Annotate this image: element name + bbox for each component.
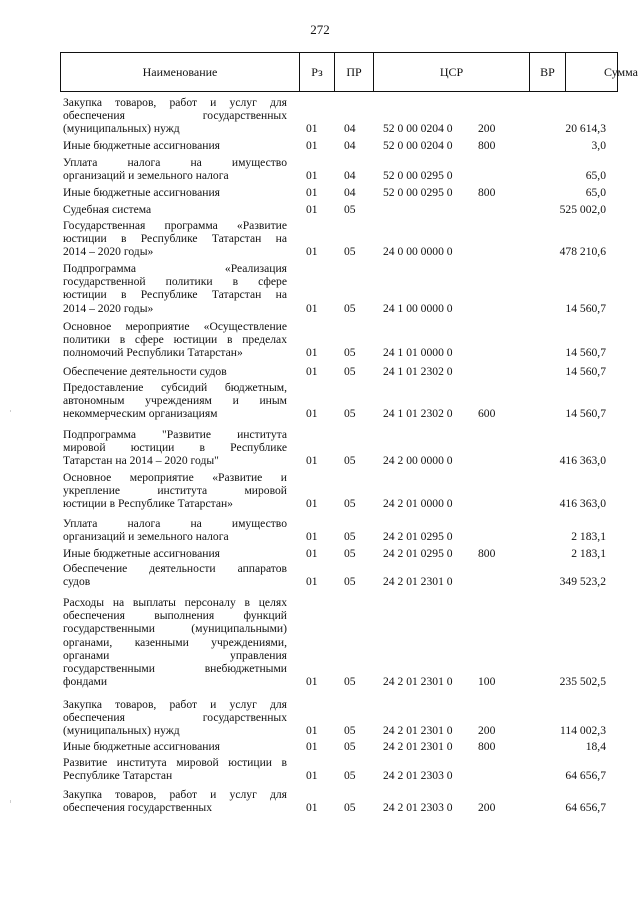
row-name-line: обеспечения государственных (63, 109, 287, 123)
row-name-line: юстиции в Республике Татарстан на (63, 288, 287, 302)
header-sum (566, 53, 638, 91)
row-name-line: обеспечения государственных (63, 711, 287, 725)
table-row (0, 139, 640, 152)
row-name-line: органами управления (63, 648, 287, 662)
row-sum: 235 502,5 (559, 675, 606, 689)
row-rz: 01 (306, 122, 318, 136)
row-name (63, 428, 287, 468)
row-pr: 05 (344, 245, 356, 259)
row-name-line: фондами (63, 675, 108, 689)
header-name: Наименование (61, 53, 300, 91)
row-vr: 800 (478, 740, 496, 753)
row-vr: 200 (478, 724, 496, 738)
row-name-line: Основное мероприятие «Развитие и (63, 471, 287, 484)
row-csr: 24 2 01 2301 0 (383, 740, 453, 753)
row-csr: 24 2 01 2301 0 (383, 675, 453, 689)
row-name-line: Судебная система (63, 203, 152, 216)
row-name-line: судов (63, 575, 91, 589)
table-row (0, 320, 640, 360)
row-csr: 24 2 01 2301 0 (383, 724, 453, 738)
row-name-line: Иные бюджетные ассигнования (63, 186, 220, 199)
margin-mark (10, 410, 11, 412)
row-sum: 114 002,3 (560, 724, 606, 738)
row-pr: 05 (344, 454, 356, 468)
row-sum: 525 002,0 (559, 203, 606, 216)
margin-mark (10, 800, 11, 803)
row-rz: 01 (306, 769, 318, 783)
table-row (0, 756, 640, 782)
row-rz: 01 (306, 454, 318, 468)
row-name-line: Республике Татарстан (63, 769, 173, 783)
row-pr: 04 (344, 186, 356, 199)
table-row (0, 203, 640, 216)
header-vr: ВР (530, 53, 566, 91)
row-rz: 01 (306, 724, 318, 738)
row-vr: 600 (478, 407, 496, 421)
row-name-line: 2014 – 2020 годы» (63, 245, 154, 259)
row-name (63, 756, 287, 782)
row-rz: 01 (306, 801, 318, 815)
row-rz: 01 (306, 169, 318, 183)
row-name (63, 320, 287, 360)
row-name (63, 788, 287, 814)
table-row (0, 740, 640, 753)
row-name-line: Закупка товаров, работ и услуг для (63, 96, 287, 109)
row-name-line: 2014 – 2020 годы» (63, 301, 154, 315)
table-row (0, 698, 640, 738)
row-pr: 05 (344, 575, 356, 589)
row-name-line: Государственная программа «Развитие (63, 219, 287, 232)
row-pr: 05 (344, 530, 356, 544)
row-sum: 64 656,7 (565, 769, 606, 783)
row-pr: 05 (344, 740, 356, 753)
row-name (63, 471, 287, 511)
row-csr: 24 1 01 2302 0 (383, 407, 453, 421)
row-csr: 24 2 01 0000 0 (383, 497, 453, 511)
row-name-line: полномочий Республики Татарстан» (63, 346, 243, 360)
header-rz: Рз (300, 53, 335, 91)
row-csr: 24 2 00 0000 0 (383, 454, 453, 468)
row-vr: 800 (478, 139, 496, 152)
row-rz: 01 (306, 530, 318, 544)
row-name-line: некоммерческим организациям (63, 407, 218, 421)
row-name (63, 262, 287, 315)
row-csr: 24 1 00 0000 0 (383, 301, 453, 315)
row-csr: 24 1 01 0000 0 (383, 346, 453, 360)
row-pr: 05 (344, 203, 356, 216)
row-name-line: Закупка товаров, работ и услуг для (63, 698, 287, 711)
row-name-line: Обеспечение деятельности судов (63, 365, 227, 378)
row-pr: 04 (344, 169, 356, 183)
table-row (0, 788, 640, 814)
row-name-line: Закупка товаров, работ и услуг для (63, 788, 287, 801)
row-sum: 349 523,2 (559, 575, 606, 589)
row-vr: 800 (478, 186, 496, 199)
table-row (0, 517, 640, 543)
header-pr: ПР (335, 53, 374, 91)
row-sum: 478 210,6 (559, 245, 606, 259)
row-name-line: политики в сфере юстиции в пределах (63, 333, 287, 347)
row-vr: 200 (478, 801, 496, 815)
row-name-line: Расходы на выплаты персоналу в целях (63, 596, 287, 609)
row-csr: 24 1 01 2302 0 (383, 365, 453, 378)
row-name-line: организаций и земельного налога (63, 169, 229, 183)
row-csr: 24 2 01 2303 0 (383, 801, 453, 815)
row-name (63, 698, 287, 738)
row-pr: 05 (344, 407, 356, 421)
row-name (63, 139, 287, 152)
row-csr: 52 0 00 0295 0 (383, 186, 453, 199)
row-sum: 14 560,7 (565, 346, 606, 360)
row-vr: 200 (478, 122, 496, 136)
table-row (0, 219, 640, 259)
row-csr: 24 2 01 0295 0 (383, 530, 453, 544)
row-name (63, 219, 287, 259)
table-row (0, 428, 640, 468)
row-sum: 64 656,7 (565, 801, 606, 815)
row-pr: 05 (344, 724, 356, 738)
row-name-line: Уплата налога на имущество (63, 156, 287, 169)
row-name (63, 186, 287, 199)
row-sum: 14 560,7 (565, 365, 606, 378)
row-name-line: (муниципальных) нужд (63, 122, 180, 136)
row-csr: 24 2 01 2301 0 (383, 575, 453, 589)
table-row (0, 96, 640, 136)
row-rz: 01 (306, 301, 318, 315)
row-sum: 416 363,0 (559, 497, 606, 511)
table-row (0, 471, 640, 511)
row-csr: 52 0 00 0204 0 (383, 122, 453, 136)
row-sum: 18,4 (585, 740, 606, 753)
row-name-line: Иные бюджетные ассигнования (63, 139, 220, 152)
row-sum: 14 560,7 (565, 301, 606, 315)
row-pr: 05 (344, 675, 356, 689)
row-rz: 01 (306, 346, 318, 360)
row-name-line: (муниципальных) нужд (63, 724, 180, 738)
row-csr: 24 2 01 0295 0 (383, 547, 453, 560)
table-row (0, 547, 640, 560)
row-pr: 05 (344, 801, 356, 815)
row-rz: 01 (306, 675, 318, 689)
row-rz: 01 (306, 203, 318, 216)
row-name-line: мировой юстиции в Республике (63, 441, 287, 455)
row-name-line: Развитие института мировой юстиции в (63, 756, 287, 769)
row-name-line: Основное мероприятие «Осуществление (63, 320, 287, 333)
row-sum: 65,0 (585, 186, 606, 199)
row-rz: 01 (306, 365, 318, 378)
row-name (63, 596, 287, 688)
row-rz: 01 (306, 407, 318, 421)
table-row (0, 365, 640, 378)
row-rz: 01 (306, 547, 318, 560)
row-sum: 20 614,3 (565, 122, 606, 136)
row-name-line: юстиции в Республике Татарстан на (63, 232, 287, 246)
row-name (63, 365, 287, 378)
row-pr: 05 (344, 769, 356, 783)
table-row (0, 562, 640, 588)
row-name (63, 562, 287, 588)
row-name-line: юстиции в Республике Татарстан» (63, 497, 233, 511)
row-sum: 2 183,1 (571, 547, 606, 560)
row-pr: 05 (344, 346, 356, 360)
row-name-line: государственными (муниципальными) (63, 622, 287, 636)
row-name-line: обеспечения выполнения функций (63, 609, 287, 623)
row-pr: 04 (344, 139, 356, 152)
row-name-line: Предоставление субсидий бюджетным, (63, 381, 287, 394)
row-pr: 05 (344, 301, 356, 315)
table-row (0, 262, 640, 315)
table-row (0, 381, 640, 421)
row-name-line: Иные бюджетные ассигнования (63, 547, 220, 560)
row-sum: 3,0 (591, 139, 606, 152)
row-pr: 05 (344, 365, 356, 378)
row-name-line: Обеспечение деятельности аппаратов (63, 562, 287, 575)
row-name (63, 381, 287, 421)
row-sum: 416 363,0 (559, 454, 606, 468)
row-sum: 14 560,7 (565, 407, 606, 421)
row-name-line: обеспечения государственных (63, 801, 213, 815)
header-sum-label: Сумма (604, 65, 638, 79)
row-vr: 800 (478, 547, 496, 560)
row-name (63, 547, 287, 560)
row-name-line: автономным учреждениям и иным (63, 394, 287, 408)
row-name (63, 96, 287, 136)
row-pr: 05 (344, 497, 356, 511)
row-rz: 01 (306, 575, 318, 589)
row-name-line: Татарстан на 2014 – 2020 годы" (63, 454, 219, 468)
row-name-line: организаций и земельного налога (63, 530, 229, 544)
row-csr: 24 2 01 2303 0 (383, 769, 453, 783)
table-row (0, 596, 640, 688)
row-sum: 65,0 (585, 169, 606, 183)
row-rz: 01 (306, 497, 318, 511)
row-rz: 01 (306, 740, 318, 753)
table-header (60, 52, 638, 92)
row-name (63, 156, 287, 182)
row-name-line: Подпрограмма "Развитие института (63, 428, 287, 441)
row-name-line: Иные бюджетные ассигнования (63, 740, 220, 753)
row-name-line: государственными внебюджетными (63, 662, 287, 676)
row-rz: 01 (306, 186, 318, 199)
row-csr: 52 0 00 0295 0 (383, 169, 453, 183)
header-csr: ЦСР (374, 53, 530, 91)
row-name (63, 740, 287, 753)
row-vr: 100 (478, 675, 496, 689)
table-row (0, 186, 640, 199)
row-name (63, 203, 287, 216)
row-csr: 52 0 00 0204 0 (383, 139, 453, 152)
row-rz: 01 (306, 245, 318, 259)
row-rz: 01 (306, 139, 318, 152)
row-pr: 05 (344, 547, 356, 560)
row-name-line: Уплата налога на имущество (63, 517, 287, 530)
row-name-line: органами, казенными учреждениями, (63, 635, 287, 649)
row-name-line: Подпрограмма «Реализация (63, 262, 287, 275)
row-name-line: государственной политики в сфере (63, 275, 287, 289)
page-number: 272 (310, 22, 330, 37)
row-pr: 04 (344, 122, 356, 136)
row-name-line: укрепление института мировой (63, 484, 287, 498)
row-sum: 2 183,1 (571, 530, 606, 544)
row-name (63, 517, 287, 543)
row-csr: 24 0 00 0000 0 (383, 245, 453, 259)
table-row (0, 156, 640, 182)
